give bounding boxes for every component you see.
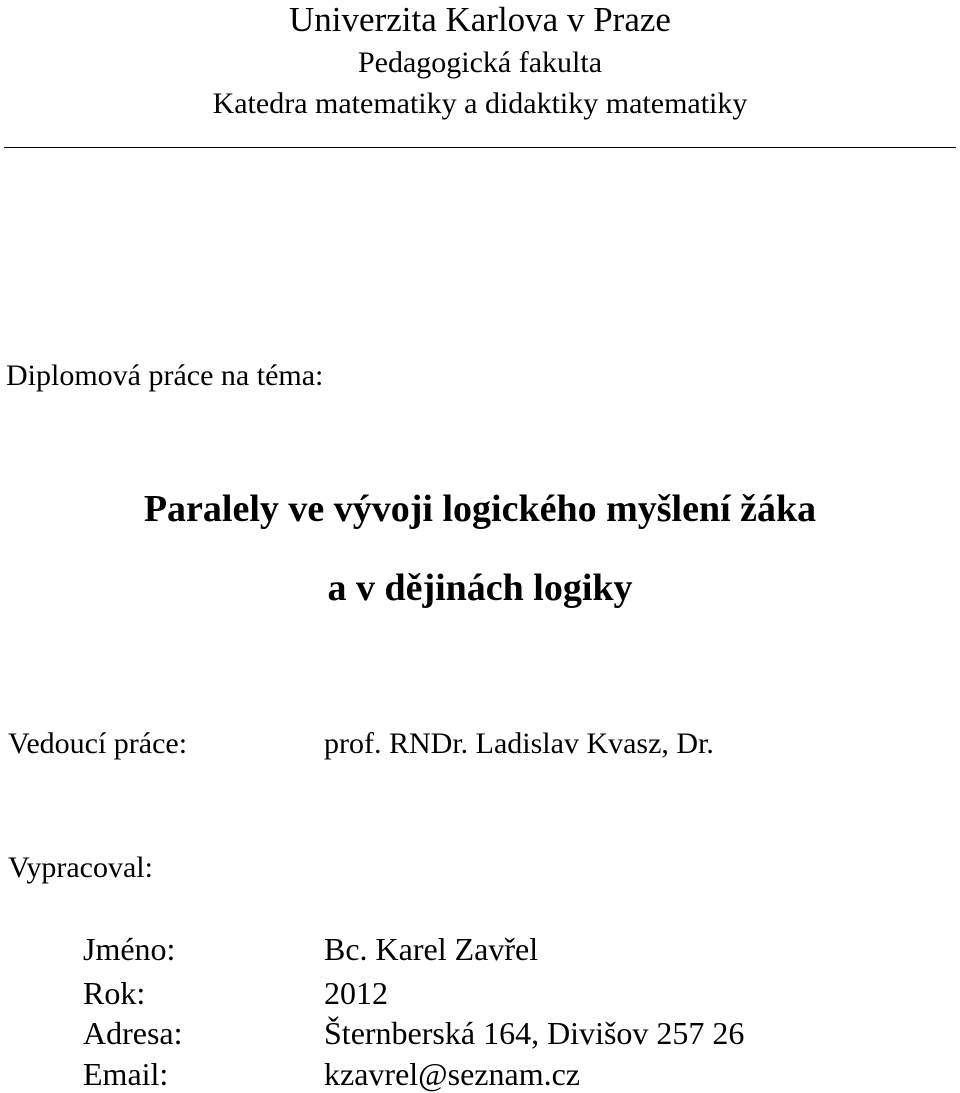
address-label: Adresa: xyxy=(83,1015,183,1051)
author-section-label: Vypracoval: xyxy=(8,851,153,884)
year-label: Rok: xyxy=(83,975,146,1011)
department-name: Katedra matematiky a didaktiky matematiky xyxy=(212,87,748,120)
address-value: Šternberská 164, Divišov 257 26 xyxy=(324,1015,745,1051)
thesis-title-line-2: a v dějinách logiky xyxy=(327,567,633,609)
header-divider xyxy=(4,147,956,148)
topic-label: Diplomová práce na téma: xyxy=(6,359,324,392)
faculty-name: Pedagogická fakulta xyxy=(357,46,603,79)
thesis-title-line-1: Paralely ve vývoji logického myšlení žáka xyxy=(143,488,817,530)
name-value: Bc. Karel Zavřel xyxy=(324,931,539,967)
email-value: kzavrel@seznam.cz xyxy=(324,1056,580,1092)
year-value: 2012 xyxy=(324,975,388,1011)
name-label: Jméno: xyxy=(83,931,176,967)
university-name: Univerzita Karlova v Praze xyxy=(289,0,671,39)
supervisor-label: Vedoucí práce: xyxy=(8,727,188,760)
supervisor-name: prof. RNDr. Ladislav Kvasz, Dr. xyxy=(324,727,714,760)
email-label: Email: xyxy=(83,1056,169,1092)
